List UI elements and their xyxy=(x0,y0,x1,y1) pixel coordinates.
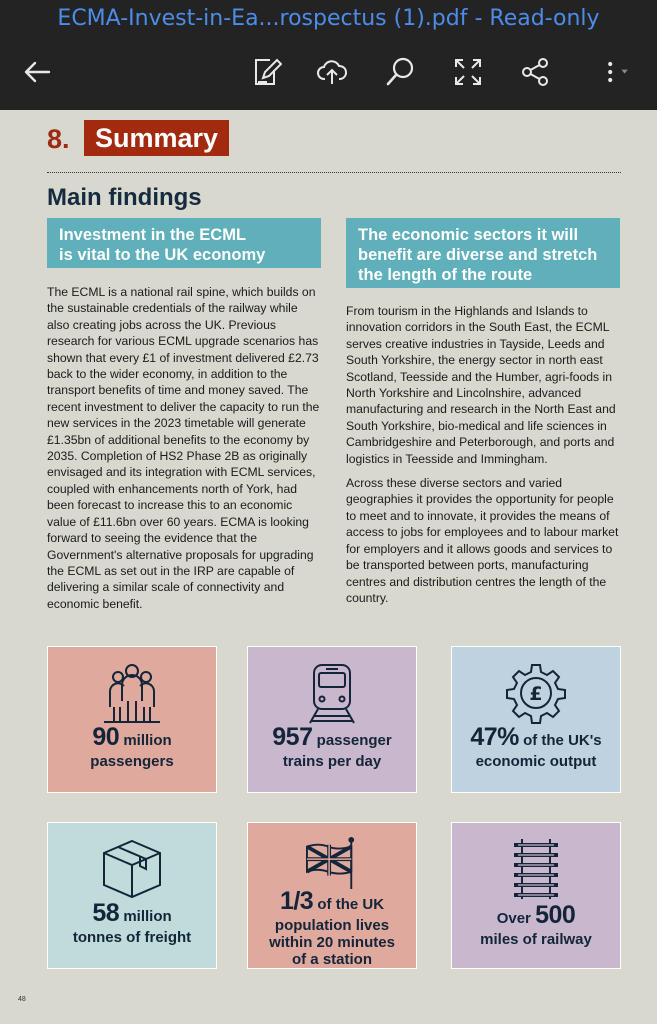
stat-value: 500 xyxy=(535,901,576,929)
train-icon xyxy=(300,661,364,725)
stat-label: population lives xyxy=(274,917,390,934)
more-icon xyxy=(599,56,631,88)
stat-unit: million xyxy=(119,908,172,925)
section-number: 8. xyxy=(47,124,70,154)
stat-label: trains per day xyxy=(282,753,382,770)
edit-button[interactable] xyxy=(246,52,286,92)
tile-population xyxy=(247,822,417,969)
back-arrow-icon xyxy=(21,56,53,88)
tile-freight xyxy=(47,822,217,969)
cloud-upload-button[interactable] xyxy=(312,52,352,92)
left-paragraph: The ECML is a national rail spine, which builds on the sustainable credentials of the railway while also creating jobs across the UK. Previous research for various ECML upgrade scenarios has shown that every £1 of investment delivered £2.73 back to the wider economy, in addition to the transport benefits of time and money saved. The recent investment to deliver the capacity to run the new services in the 2023 timetable will generate £1.35bn of additional benefits to the economy by 2035. Completion of HS2 Phase 2B as originally envisaged and its integration with ECML services, coupled with enhancements north of York, had been forecast to increase this to an economic value of £11.6bn over 60 years. ECMA is looking forward to seeing the evidence that the Government's alternative proposals for upgrading the ECML as set out in the IRP are capable of delivering a similar scale of connectivity and economic benefit. xyxy=(47,285,320,611)
more-button[interactable] xyxy=(590,52,640,92)
right-column-heading xyxy=(346,218,620,288)
stat-prefix: Over xyxy=(496,910,536,927)
left-heading-line: Investment in the ECML xyxy=(59,226,247,244)
cloud-upload-icon xyxy=(316,56,348,88)
search-button[interactable] xyxy=(380,52,420,92)
stat-label: passengers xyxy=(90,753,174,770)
dotted-divider xyxy=(47,172,621,173)
page-number: 48 xyxy=(18,996,26,1003)
document-title: ECMA-Invest-in-Ea...rospectus (1).pdf - Read-only xyxy=(57,6,600,31)
stat-label: tonnes of freight xyxy=(72,929,192,946)
tile-trains xyxy=(247,646,417,793)
people-icon xyxy=(100,661,164,725)
stat-unit: of the UK's xyxy=(518,732,602,749)
stat-value: 1/3 xyxy=(279,887,314,915)
right-column-text xyxy=(346,303,622,614)
app-toolbar xyxy=(0,0,657,110)
svg-text:£: £ xyxy=(529,683,543,705)
right-paragraph: From tourism in the Highlands and Islands to innovation corridors in the South East, the ECML serves creative industries in Tayside, Leeds and South Yorkshire, the energy sector in north east Scotland, Teesside and the Humber, agri-foods in North Yorkshire and Lincolnshire, advanced manufacturing and research in the North East and South Yorkshire, bio-medical and life sciences in Cambridgeshire and Peterborough, and ports and logistics in Teesside and Immingham. xyxy=(346,304,616,466)
right-heading-line: benefit are diverse and stretch xyxy=(358,246,598,264)
fullscreen-icon xyxy=(452,56,484,88)
main-findings-heading: Main findings xyxy=(47,184,202,211)
stat-unit: of the UK xyxy=(313,896,385,913)
tile-economic-output xyxy=(451,646,621,793)
right-heading-line: the length of the route xyxy=(358,266,533,284)
edit-icon xyxy=(250,56,282,88)
stat-value: 957 xyxy=(272,723,313,751)
stat-unit: million xyxy=(119,732,172,749)
search-icon xyxy=(384,56,416,88)
share-icon xyxy=(519,56,551,88)
union-flag-icon xyxy=(300,837,364,889)
fullscreen-button[interactable] xyxy=(448,52,488,92)
stat-value: 47% xyxy=(470,723,519,751)
share-button[interactable] xyxy=(515,52,555,92)
stat-value: 58 xyxy=(92,899,120,927)
stat-value: 90 xyxy=(92,723,120,751)
tile-passengers xyxy=(47,646,217,793)
stat-label: miles of railway xyxy=(480,931,592,948)
left-heading-line: is vital to the UK economy xyxy=(59,246,266,264)
right-paragraph: Across these diverse sectors and varied geographies it provides the opportunity for people to meet and to innovate, it provides the means of access to jobs for employees and to labour market for employers and it allows goods and services to be transported between ports, manufacturing centres and distribution centres the length of the country. xyxy=(346,476,619,605)
section-title: Summary xyxy=(84,120,229,156)
stat-label: within 20 minutes xyxy=(269,934,395,951)
back-button[interactable] xyxy=(17,52,57,92)
pound-gear-icon xyxy=(504,661,568,725)
stat-label: of a station xyxy=(291,951,372,968)
stat-unit: passenger xyxy=(312,732,392,749)
left-column-text xyxy=(47,284,323,620)
pdf-page xyxy=(0,110,657,1024)
tile-railway xyxy=(451,822,621,969)
left-column-heading xyxy=(47,218,321,268)
stat-label: economic output xyxy=(475,753,597,770)
railway-track-icon xyxy=(504,837,568,901)
right-heading-line: The economic sectors it will xyxy=(358,226,579,244)
box-icon xyxy=(100,837,164,901)
